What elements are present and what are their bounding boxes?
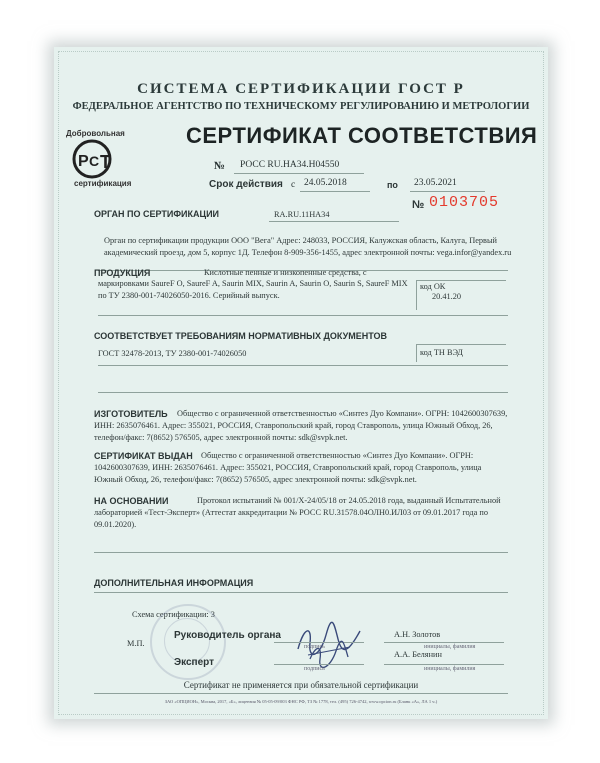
manufacturer-label: ИЗГОТОВИТЕЛЬ (94, 409, 168, 419)
expert-name: А.А. Белянин (394, 650, 442, 659)
organ-description: Орган по сертификации продукции ООО "Вега" Адрес: 248033, РОССИЯ, Калужская область, Калуга, Первый академический проезд, дом 5, корпус 1Д. Телефон 8-909-356-1455, адрес электронной почты: vega.infor@yandex.ru (104, 236, 512, 257)
decorative-border (58, 51, 544, 715)
system-title: СИСТЕМА СЕРТИФИКАЦИИ ГОСТ Р (137, 81, 465, 97)
product-line1: Кислотные пенные и низкопенные средства, с (204, 268, 367, 277)
head-of-organ-label: Руководитель органа (174, 630, 281, 641)
rst-logo-icon (72, 138, 118, 180)
basis-label: НА ОСНОВАНИИ (94, 496, 169, 506)
name-caption-expert: инициалы, фамилия (424, 666, 476, 672)
conformity-standards: ГОСТ 32478-2013, ТУ 2380-001-74026050 (98, 349, 247, 358)
signature-caption-expert: подпись (304, 666, 325, 672)
to-label: по (387, 180, 398, 190)
organ-code: RA.RU.11НА34 (274, 210, 330, 219)
ok-code: 20.41.20 (432, 292, 462, 301)
signature-caption-head: подпись (304, 644, 325, 650)
head-name: А.Н. Золотов (394, 630, 441, 639)
product-description: маркировками SaureF O, SaureF A, Saurin MIX, Saurin A, Saurin O, Saurin S, SaureF MIX по ТУ 2380-001-74026050-2016. Серийный выпуск. (98, 279, 408, 300)
manufacturer-description: ИНН: 2635076461. Адрес: 355021, РОССИЯ, Ставропольский край, город Ставрополь, улица Южный Обход, 26, телефон/факс: 7(8652) 576505, адрес электронной почты: sdk@svpk.net. (94, 421, 493, 442)
certificate-title: СЕРТИФИКАТ СООТВЕТСТВИЯ (186, 123, 538, 148)
basis-description: лабораторией «Тест-Эксперт» (Аттестат аккредитации № РОСС RU.31578.04ОЛН0.ИЛ03 от 09.01.2017 года по 09.01.2020). (94, 508, 488, 529)
agency-title: ФЕДЕРАЛЬНОЕ АГЕНТСТВО ПО ТЕХНИЧЕСКОМУ РЕГУЛИРОВАНИЮ И МЕТРОЛОГИИ (72, 101, 530, 112)
manufacturer-line1: Общество с ограниченной ответственностью «Синтез Дуо Компани». ОГРН: 1042600307639, (177, 409, 508, 418)
svg-text:Т: Т (100, 152, 111, 172)
issued-to-label: СЕРТИФИКАТ ВЫДАН (94, 451, 193, 461)
tnved-code-label: код ТН ВЭД (420, 348, 463, 357)
expert-label: Эксперт (174, 657, 215, 668)
organ-label: ОРГАН ПО СЕРТИФИКАЦИИ (94, 209, 220, 219)
logo-bottom-text: сертификация (74, 179, 132, 188)
certification-scheme: Схема сертификации: 3 (132, 610, 215, 619)
issued-description: 1042600307639, ИНН: 2635076461. Адрес: 355021, РОССИЯ, Ставропольский край, город Ставрополь, улица Южный Обход, 26, телефон/факс: 7(8652) 576505, адрес электронной почты: sdk@svpk.net. (94, 463, 482, 484)
svg-text:Р: Р (78, 153, 89, 170)
product-label: ПРОДУКЦИЯ (94, 268, 151, 278)
registration-number: РОСС RU.HA34.H04550 (240, 160, 340, 170)
footer-note: Сертификат не применяется при обязательной сертификации (183, 680, 419, 690)
conformity-label: СООТВЕТСТВУЕТ ТРЕБОВАНИЯМ НОРМАТИВНЫХ ДОКУМЕНТОВ (94, 331, 387, 341)
mp-mark: М.П. (127, 639, 145, 648)
valid-from-date: 24.05.2018 (304, 178, 347, 188)
number-sign: № (214, 160, 226, 172)
seal-stamp-icon (150, 604, 226, 680)
basis-line1: Протокол испытаний № 001/Х-24/05/18 от 24.05.2018 года, выданный Испытательной (197, 496, 501, 505)
blank-number: 0103705 (429, 194, 500, 211)
name-caption-head: инициалы, фамилия (424, 644, 476, 650)
issued-line1: Общество с ограниченной ответственностью «Синтез Дуо Компани». ОГРН: (201, 451, 474, 460)
footer-fine-print: ЗАО «ОПЦИОН», Москва, 2017, «Б», лицензия № 05-05-09/003 ФНС РФ, ТЗ № 1778, тел. (495) 726-4742, www.opcion.ru (Бланк «А», ЛА 1 ч.) (164, 699, 438, 704)
ok-code-label: код ОК (420, 282, 446, 291)
blank-number-sign: № (412, 199, 425, 211)
from-label: с (291, 180, 296, 190)
validity-label: Срок действия (209, 179, 283, 190)
additional-info-label: ДОПОЛНИТЕЛЬНАЯ ИНФОРМАЦИЯ (94, 578, 254, 588)
valid-to-date: 23.05.2021 (414, 178, 457, 188)
certificate-document (54, 47, 548, 719)
svg-text:С: С (89, 153, 100, 169)
logo-top-text: Добровольная (66, 129, 125, 138)
